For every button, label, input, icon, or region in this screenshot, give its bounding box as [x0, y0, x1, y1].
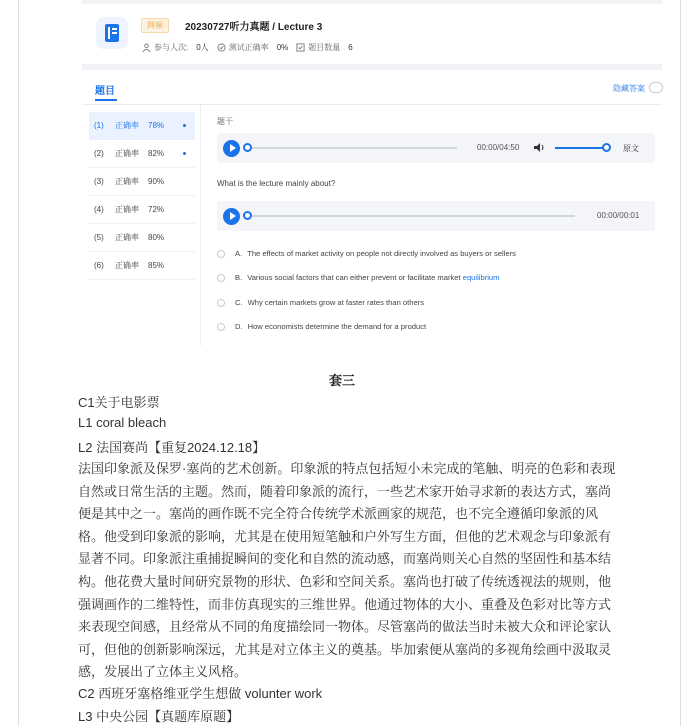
accuracy-percent: 85%: [148, 261, 165, 270]
play-icon[interactable]: [223, 208, 240, 225]
l3-line: L3 中央公园【真题库原题】: [78, 709, 240, 724]
original-text-button[interactable]: 原文: [623, 144, 639, 153]
accuracy-label: 测试正确率: [228, 43, 269, 52]
question-count-label: 题目数量: [308, 43, 341, 52]
question-audio-progress-track[interactable]: [247, 215, 575, 217]
question-number: (3): [94, 177, 104, 186]
accuracy-label: 正确率: [115, 121, 139, 130]
audio-time: 00:00/04:50: [477, 143, 520, 152]
radio-icon[interactable]: [217, 323, 225, 331]
radio-icon[interactable]: [217, 299, 225, 307]
accuracy-label: 正确率: [115, 233, 139, 242]
paragraph-line: 格。他受到印象派的影响，尤其是在使用短笔触和户外写生方面，但他的艺术观念与印象派有: [78, 528, 612, 544]
lecture-stats: 参与人次 : 0人 测试正确率 0% 题目数量 6: [142, 42, 361, 53]
accuracy-percent: 72%: [148, 205, 165, 214]
accuracy-label: 正确率: [115, 177, 139, 186]
question-row[interactable]: [89, 140, 195, 168]
accuracy-percent: 90%: [148, 177, 165, 186]
volume-slider-track[interactable]: [555, 147, 605, 149]
accuracy-percent: 82%: [148, 149, 165, 158]
participants-label: 参与人次: [154, 43, 186, 52]
question-number: (6): [94, 261, 104, 270]
paragraph-line: 便是其中之一。塞尚的画作既不完全符合传统学术派画家的规范，也不完全遵循印象派的风: [78, 506, 599, 522]
person-icon: [142, 43, 151, 52]
accuracy-label: 正确率: [115, 149, 139, 158]
hide-answers-toggle[interactable]: [649, 82, 663, 93]
paragraph-line: 构。他花费大量时间研究景物的形状、色彩和空间关系。塞尚也打破了传统透视法的规则，他: [78, 573, 612, 589]
option-letter: A.: [235, 249, 243, 258]
option-letter: D.: [235, 322, 243, 331]
unread-dot-icon: [183, 152, 186, 155]
audio-progress-handle[interactable]: [243, 143, 252, 152]
question-row[interactable]: [89, 112, 195, 140]
participants-value: 0人: [196, 43, 209, 52]
option-letter: C.: [235, 298, 243, 307]
question-text: What is the lecture mainly about?: [217, 179, 336, 188]
section-title: 套三: [328, 373, 355, 388]
question-count-value: 6: [348, 43, 353, 52]
c2-line: C2 西班牙塞格维亚学生想做 volunter work: [78, 686, 323, 701]
question-audio-player: [217, 201, 655, 231]
answer-option[interactable]: [217, 273, 499, 282]
question-number: (2): [94, 149, 104, 158]
play-icon[interactable]: [223, 140, 240, 157]
option-text: The effects of market activity on people not directly involved as buyers or sellers: [247, 249, 516, 258]
volume-icon[interactable]: [533, 142, 545, 153]
answer-option[interactable]: [217, 249, 516, 258]
paragraph-line: 自然或日常生活的主题。然而，随着印象派的流行，一些艺术家开始寻求新的表达方式，塞尚: [78, 483, 612, 499]
paragraph-line: 来表现空间感，且经常从不同的角度描绘同一物体。尽管塞尚的做法当时未被大众和评论家认: [78, 619, 612, 635]
accuracy-percent: 80%: [148, 233, 165, 242]
checklist-icon: [296, 43, 305, 52]
content-frame-left-border: [18, 0, 19, 726]
answer-option[interactable]: [217, 298, 424, 307]
question-audio-time: 00:00/00:01: [597, 211, 640, 220]
option-text: How economists determine the demand for a product: [247, 322, 427, 331]
tab-questions[interactable]: 题目: [95, 86, 115, 97]
paragraph-line: 显著不同。印象派注重捕捉瞬间的变化和自然的流动感，而塞尚则关心自然的坚固性和基本结: [78, 551, 612, 567]
book-icon: [96, 17, 128, 49]
hide-answers-label: 隐藏答案: [613, 84, 645, 93]
l2-line: L2 法国赛尚【重复2024.12.18】: [78, 440, 266, 455]
paragraph-line: 感，发展出了立体主义风格。: [78, 664, 248, 680]
lecture-title: 20230727听力真题 / Lecture 3: [185, 22, 323, 33]
radio-icon[interactable]: [217, 274, 225, 282]
embedded-screenshot: [82, 0, 662, 346]
radio-icon[interactable]: [217, 250, 225, 258]
volume-slider-handle[interactable]: [602, 143, 611, 152]
article-paragraph: [78, 458, 658, 684]
stem-label: 题干: [217, 117, 233, 126]
answer-option[interactable]: [217, 322, 426, 331]
unread-dot-icon: [183, 124, 186, 127]
audio-progress-track[interactable]: [247, 147, 457, 149]
paragraph-line: 强调画作的二维特性，而非仿真现实的三维世界。他通过物体的大小、重叠及色彩对比等方式: [78, 596, 612, 612]
question-list: [89, 112, 195, 280]
option-text: Why certain markets grow at faster rates than others: [247, 298, 425, 307]
lecture-audio-player: [217, 133, 655, 163]
paragraph-line: 法国印象派及保罗·塞尚的艺术创新。印象派的特点包括短小未完成的笔触、明亮的色彩和表现: [78, 461, 616, 476]
question-audio-progress-handle[interactable]: [243, 211, 252, 220]
panel-divider: [82, 104, 662, 105]
c1-line: C1关于电影票: [78, 395, 160, 410]
lecture-header-card: [82, 4, 662, 64]
accuracy-label: 正确率: [115, 205, 139, 214]
question-number: (5): [94, 233, 104, 242]
question-list-separator: [200, 105, 201, 346]
tab-underline: [95, 99, 117, 101]
question-number: (1): [94, 121, 104, 130]
option-letter: B.: [235, 273, 243, 282]
question-row[interactable]: [89, 224, 195, 252]
question-panel: [82, 70, 662, 346]
option-highlight[interactable]: equilibrium: [462, 273, 500, 282]
paragraph-line: 可，但他的创新影响深远，尤其是对立体主义的奠基。毕加索便从塞尚的多视角绘画中汲取灵: [78, 641, 612, 657]
accuracy-label: 正确率: [115, 261, 139, 270]
option-text: Various social factors that can either prevent or facilitate market: [247, 273, 463, 282]
question-row[interactable]: [89, 168, 195, 196]
lecture-tag: 网频: [141, 18, 169, 33]
question-number: (4): [94, 205, 104, 214]
l1-line: L1 coral bleach: [78, 415, 167, 430]
question-row[interactable]: [89, 252, 195, 280]
content-frame-right-border: [680, 0, 681, 726]
accuracy-percent: 78%: [148, 121, 165, 130]
question-row[interactable]: [89, 196, 195, 224]
check-circle-icon: [217, 43, 226, 52]
accuracy-value: 0%: [276, 43, 289, 52]
